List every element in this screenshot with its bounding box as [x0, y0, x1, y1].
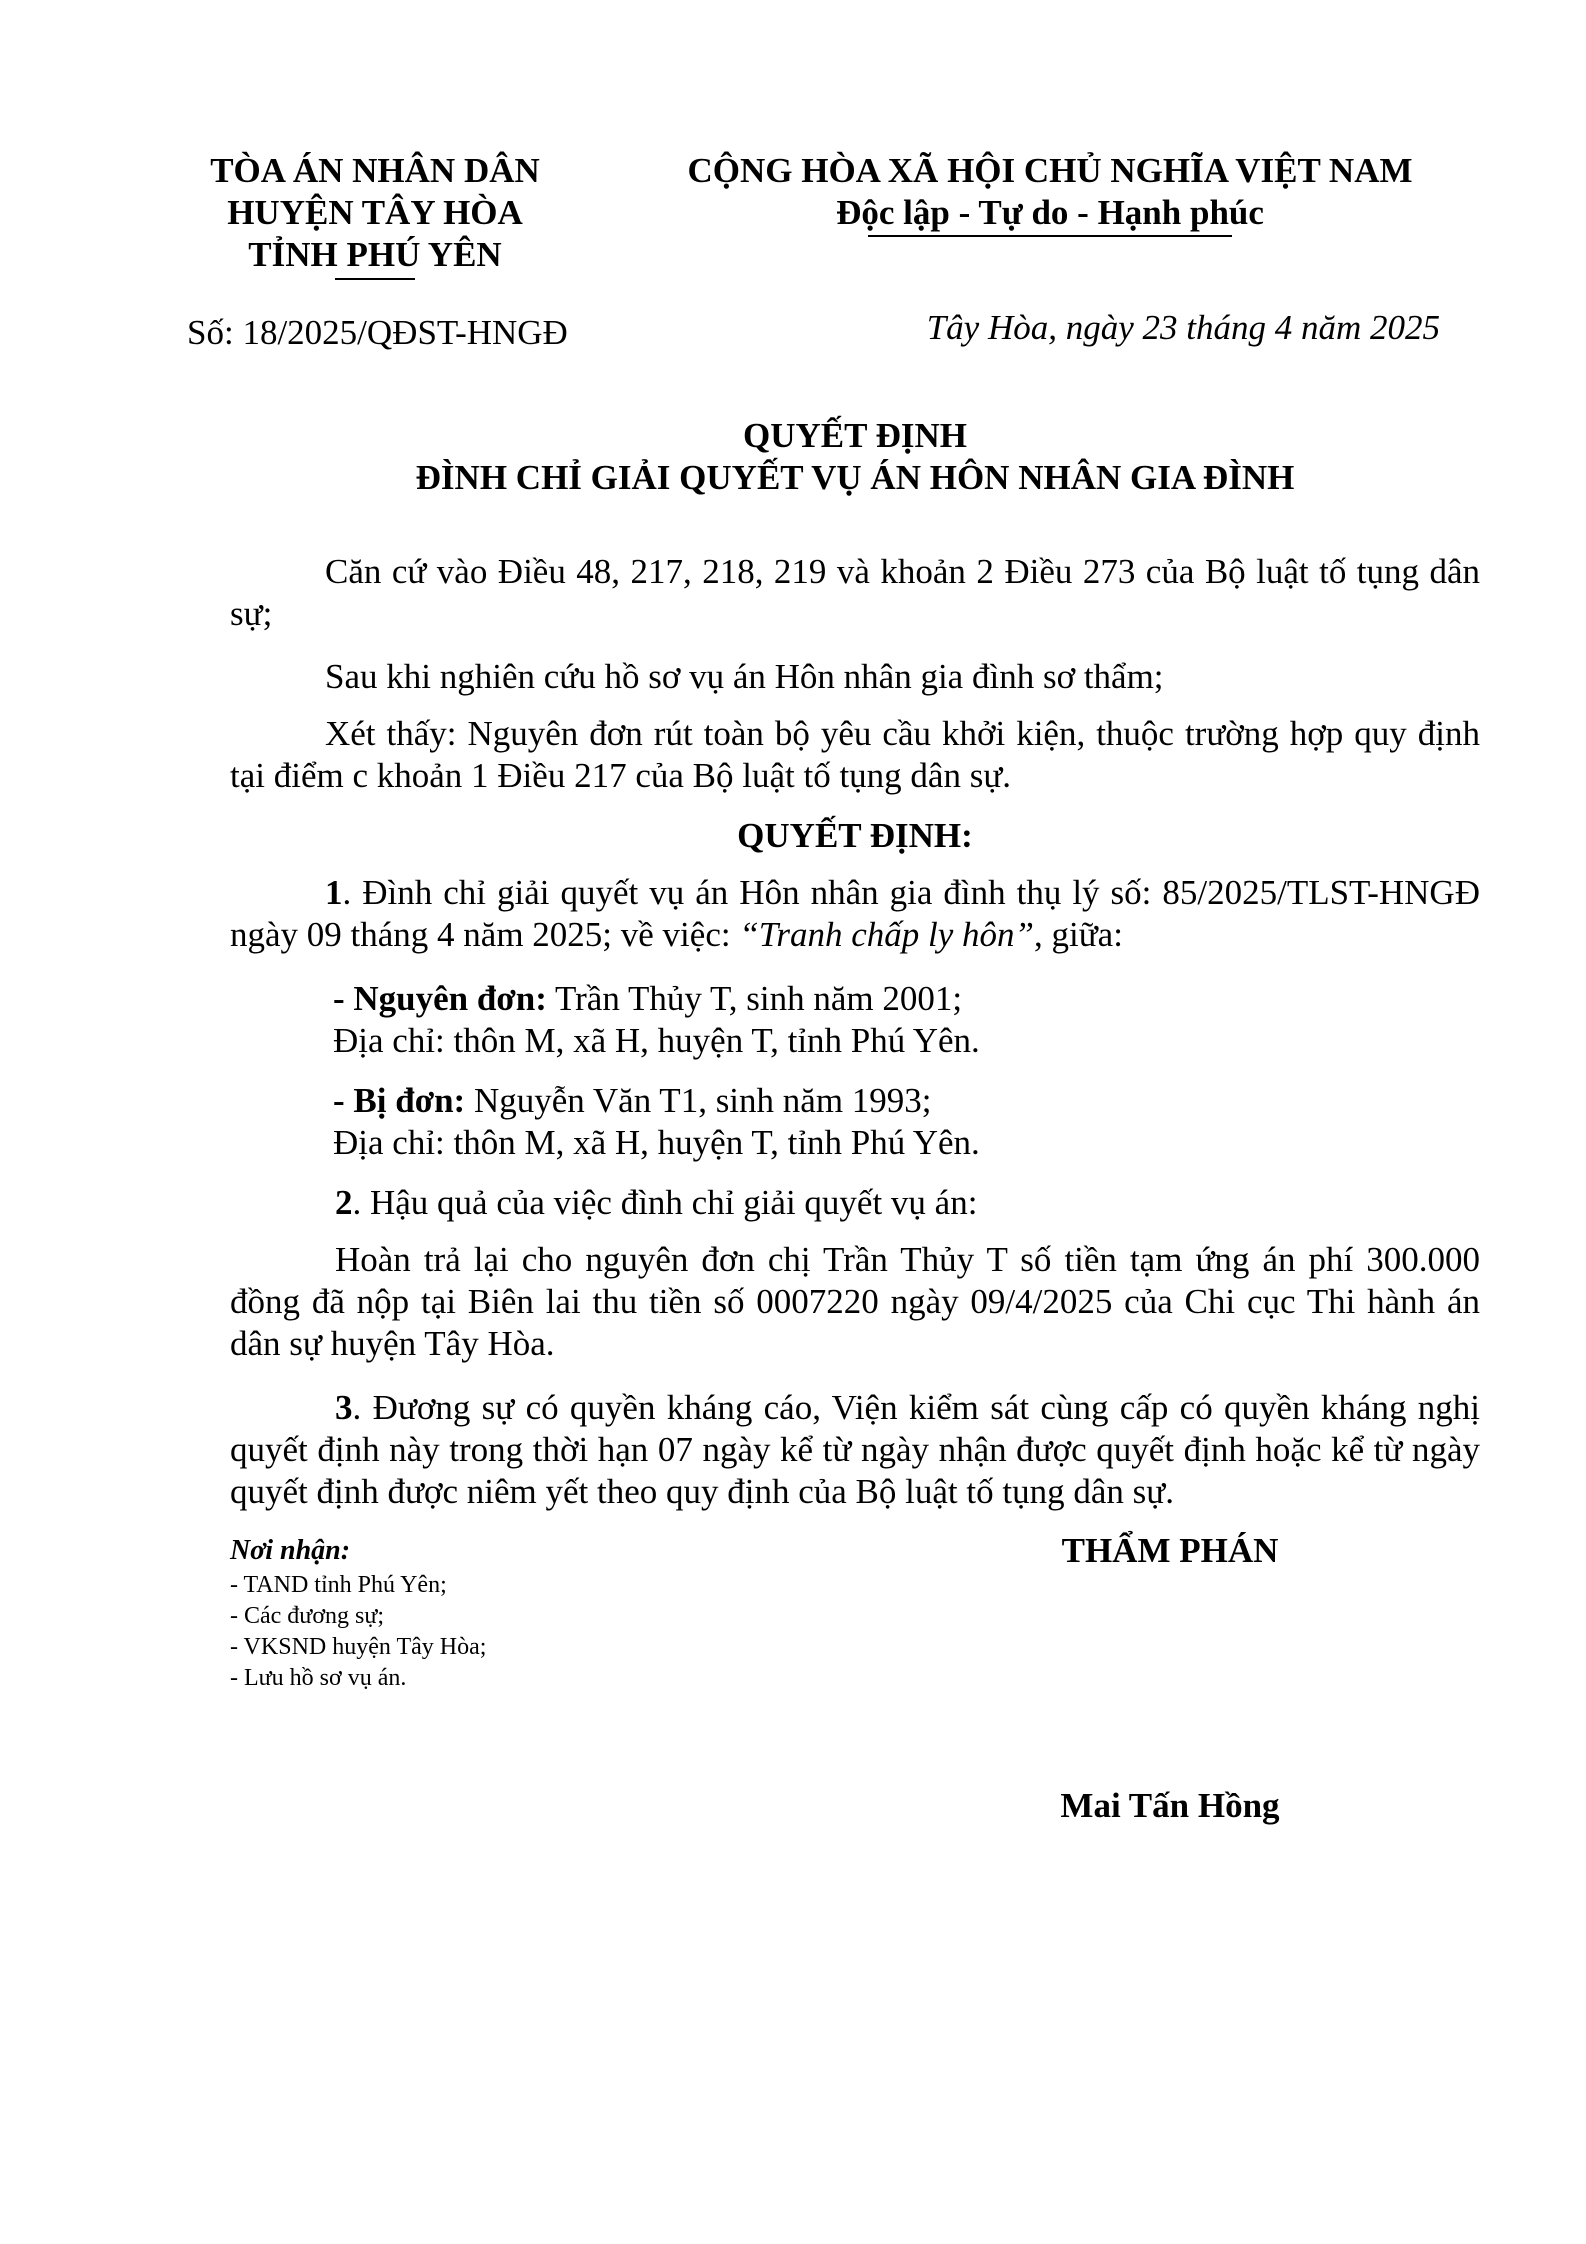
defendant-line	[333, 1080, 1473, 1122]
national-name: CỘNG HÒA XÃ HỘI CHỦ NGHĨA VIỆT NAM	[687, 151, 1413, 190]
court-name-line2: HUYỆN TÂY HÒA	[227, 193, 523, 232]
national-motto: Độc lập - Tự do - Hạnh phúc	[836, 193, 1264, 232]
item-1-number: 1	[325, 873, 343, 912]
preamble-legal-basis: Căn cứ vào Điều 48, 217, 218, 219 và khoản 2 Điều 273 của Bộ luật tố tụng dân sự;	[230, 552, 1480, 633]
item-2-text: . Hậu quả của việc đình chỉ giải quyết vụ án:	[352, 1183, 978, 1222]
recipient-item: - TAND tỉnh Phú Yên;	[230, 1572, 447, 1598]
document-title	[200, 415, 1510, 499]
recipients-block	[230, 1534, 730, 1694]
court-name-line3: TỈNH PHÚ YÊN	[248, 235, 502, 274]
signature-title: THẨM PHÁN	[1061, 1531, 1279, 1570]
item-2-number: 2	[335, 1183, 353, 1222]
plaintiff-value: Trần Thủy T, sinh năm 2001;	[546, 979, 963, 1018]
item-2-detail: Hoàn trả lại cho nguyên đơn chị Trần Thủy T số tiền tạm ứng án phí 300.000 đồng đã nộp tại Biên lai thu tiền số 0007220 ngày 09/4/2025 của Chi cục Thi hành án dân sự huyện Tây Hòa.	[230, 1240, 1480, 1363]
defendant-value: Nguyễn Văn T1, sinh năm 1993;	[465, 1081, 932, 1120]
motto-underline	[868, 235, 1232, 237]
defendant-label: - Bị đơn:	[333, 1081, 466, 1120]
signer-name: Mai Tấn Hồng	[1060, 1786, 1280, 1825]
court-name-line1: TÒA ÁN NHÂN DÂN	[210, 151, 540, 190]
preamble-consideration: Xét thấy: Nguyên đơn rút toàn bộ yêu cầu khởi kiện, thuộc trường hợp quy định tại điểm c khoản 1 Điều 217 của Bộ luật tố tụng dân sự.	[230, 714, 1480, 795]
defendant-address: Địa chỉ: thôn M, xã H, huyện T, tỉnh Phú Yên.	[333, 1123, 980, 1162]
decision-item-1	[230, 872, 1480, 956]
preamble-review: Sau khi nghiên cứu hồ sơ vụ án Hôn nhân gia đình sơ thẩm;	[325, 657, 1164, 696]
place-date: Tây Hòa, ngày 23 tháng 4 năm 2025	[926, 308, 1440, 347]
decision-item-3	[230, 1387, 1480, 1513]
court-name-block	[170, 150, 580, 276]
plaintiff-line	[333, 978, 1473, 1020]
national-motto-block	[660, 150, 1440, 234]
recipients-label: Nơi nhận:	[230, 1535, 351, 1566]
item-3-number: 3	[335, 1388, 353, 1427]
recipient-item: - VKSND huyện Tây Hòa;	[230, 1634, 487, 1660]
decision-heading: QUYẾT ĐỊNH:	[737, 816, 973, 855]
item-1-text-b: , giữa:	[1033, 915, 1123, 954]
item-1-text-a: . Đình chỉ giải quyết vụ án Hôn nhân gia đình thụ lý số: 85/2025/TLST-HNGĐ ngày 09 tháng 4 năm 2025; về việc:	[230, 873, 1480, 954]
recipient-item: - Lưu hồ sơ vụ án.	[230, 1665, 407, 1691]
court-underline	[335, 278, 415, 280]
plaintiff-address: Địa chỉ: thôn M, xã H, huyện T, tỉnh Phú Yên.	[333, 1021, 980, 1060]
item-1-quote: “Tranh chấp ly hôn”	[739, 915, 1034, 954]
recipient-item: - Các đương sự;	[230, 1603, 385, 1629]
document-number: Số: 18/2025/QĐST-HNGĐ	[187, 313, 568, 352]
plaintiff-label: - Nguyên đơn:	[333, 979, 547, 1018]
title-line1: QUYẾT ĐỊNH	[743, 416, 967, 455]
defendant-block	[333, 1080, 1473, 1164]
plaintiff-block	[333, 978, 1473, 1062]
item-3-text: . Đương sự có quyền kháng cáo, Viện kiểm sát cùng cấp có quyền kháng nghị quyết định này trong thời hạn 07 ngày kể từ ngày nhận được quyết định hoặc kể từ ngày quyết định được niêm yết theo quy định của Bộ luật tố tụng dân sự.	[230, 1388, 1480, 1511]
title-line2: ĐÌNH CHỈ GIẢI QUYẾT VỤ ÁN HÔN NHÂN GIA ĐÌNH	[415, 458, 1295, 497]
recipients-list	[230, 1570, 730, 1694]
decision-item-2	[230, 1182, 1480, 1224]
